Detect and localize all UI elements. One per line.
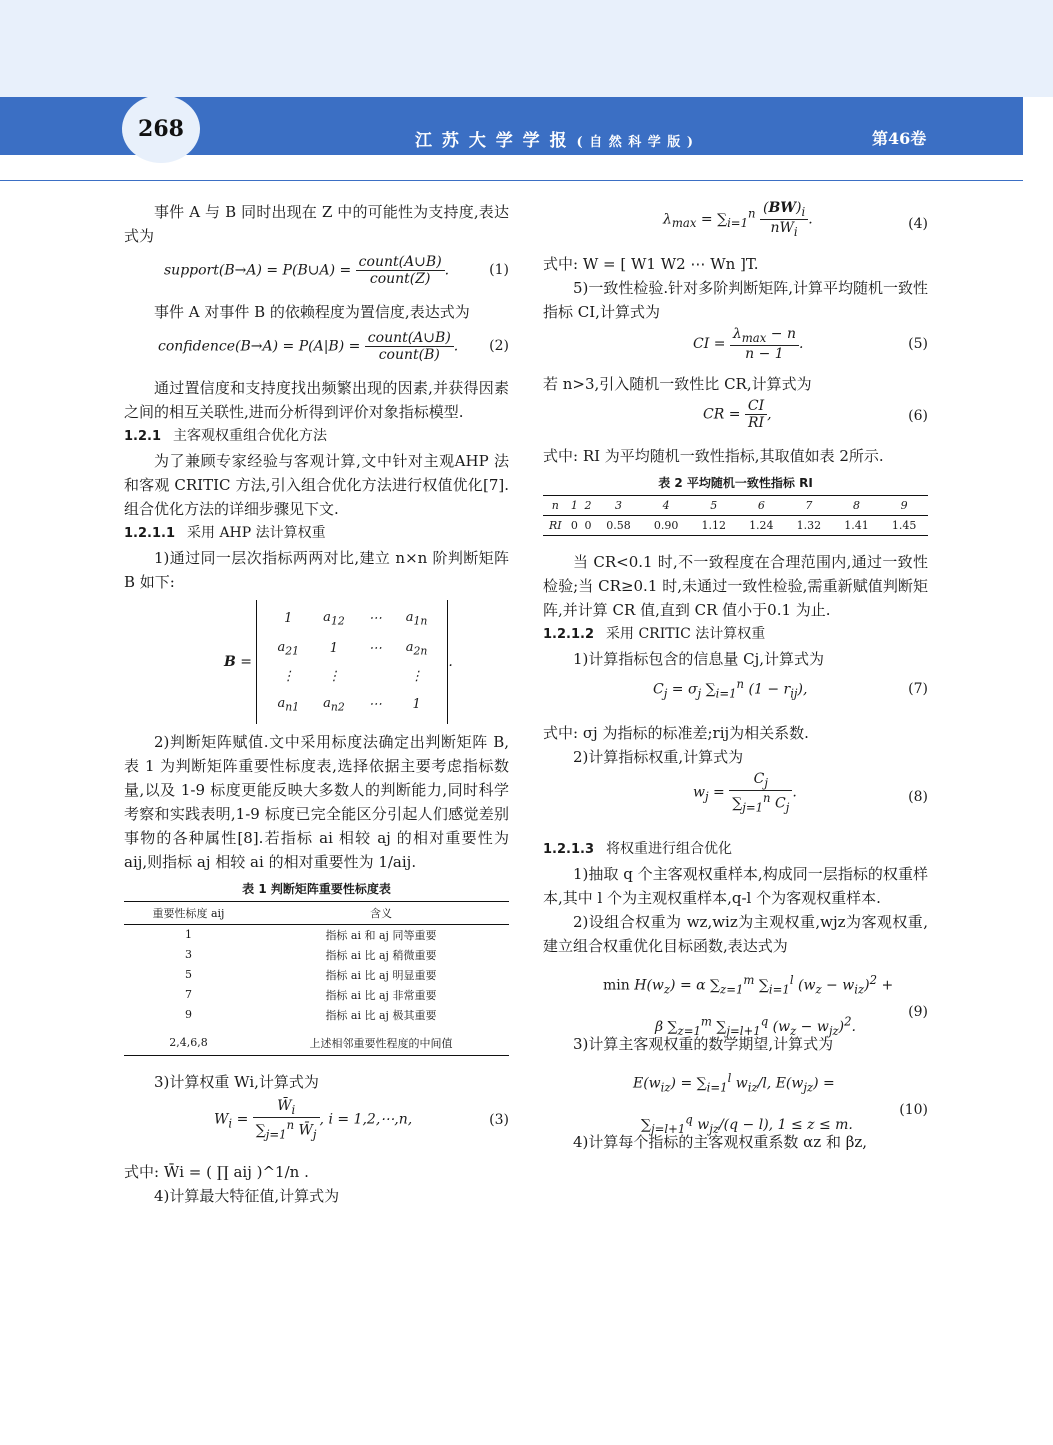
paragraph: 1)抽取 q 个主客观权重样本,构成同一层指标的权重样本,其中 l 个为主观权重样本,q-l 个为客观权重样本. xyxy=(543,865,928,907)
table-2 xyxy=(543,495,928,536)
table-row: RI 0 0 0.58 0.90 1.12 1.24 1.32 1.41 1.45 xyxy=(548,519,917,532)
left-column xyxy=(124,200,509,1208)
section-heading: 1.2.1 主客观权重组合优化方法 xyxy=(124,428,328,444)
equation-2: confidence(B→A) = P(A|B) = $\frac{\text{count(A∪B)}}{\text{count(B)}}$ . (2) xyxy=(158,330,509,363)
table-row: 2,4,6,8 上述相邻重要性程度的中间值 xyxy=(169,1036,453,1050)
paragraph: 3)计算权重 Wi,计算式为 xyxy=(154,1072,319,1091)
paragraph: 通过置信度和支持度找出频繁出现的因素,并获得因素之间的相互关联性,进而分析得到评价对象指标模型. xyxy=(124,379,509,421)
paragraph: 当 CR<0.1 时,不一致程度在合理范围内,通过一致性检验;当 CR≥0.1 时,未通过一致性检验,需重新赋值判断矩阵,并计算 CR 值,直到 CR 值小于0.1 为止. xyxy=(543,553,928,619)
section-heading: 1.2.1.1 采用 AHP 法计算权重 xyxy=(124,525,326,541)
volume-label: 第46卷 xyxy=(872,129,927,148)
paragraph: 为了兼顾专家经验与客观计算,文中针对主观AHP 法和客观 CRITIC 方法,引入组合优化方法进行权值优化[7].组合优化方法的详细步骤见下文. xyxy=(124,452,509,518)
paragraph: 若 n>3,引入随机一致性比 CR,计算式为 xyxy=(543,375,812,393)
equation-1: support(B→A) = P(B∪A) = $\frac{\text{count(A∪B)}}{\text{count(Z)}}$ . (1) xyxy=(164,254,509,287)
page-number: 268 xyxy=(122,95,200,163)
section-heading: 1.2.1.3 将权重进行组合优化 xyxy=(543,841,732,857)
table1-caption: 表 1 判断矩阵重要性标度表 xyxy=(242,881,391,896)
paragraph: 式中: RI 为平均随机一致性指标,其取值如表 2所示. xyxy=(543,447,884,465)
table-row: 5 指标 ai 比 aj 明显重要 xyxy=(184,968,437,982)
paragraph: 5)一致性检验.针对多阶判断矩阵,计算平均随机一致性指标 CI,计算式为 xyxy=(543,279,928,321)
right-column xyxy=(543,200,928,1154)
paragraph: 1)通过同一层次指标两两对比,建立 n×n 阶判断矩阵 B 如下: xyxy=(124,549,509,591)
paragraph: 2)计算指标权重,计算式为 xyxy=(573,748,744,766)
table-row: 3 指标 ai 比 aj 稍微重要 xyxy=(184,948,437,962)
equation-4: $\lambda_{max} = \sum_{i=1}^n$ $\frac{(BW)_i}{nW_i}$ . (4) xyxy=(663,200,928,239)
section-heading: 1.2.1.2 采用 CRITIC 法计算权重 xyxy=(543,626,766,642)
journal-title: 江 苏 大 学 学 报 ( 自 然 科 学 版 ) xyxy=(415,131,694,151)
equation-6: CR = $\frac{CI}{RI}$ , (6) xyxy=(703,398,928,431)
equation-9: $\min H(w_z) = \alpha$ $\sum_{z=1}^m$ $\sum_{i=1}^l$ $(w_z - w_{iz})^2$ + β $\sum_{z=1}^m$ $\sum_{j=l+1}^q$ $(w_z - w_{jz})^2$. (9) xyxy=(603,973,928,1038)
equation-7: $C_j = \sigma_j$ $\sum_{i=1}^n$ $(1 - r_{ij})$, (7) xyxy=(653,677,928,701)
paragraph: 事件 A 对事件 B 的依赖程度为置信度,表达式为 xyxy=(154,303,470,321)
equation-3: $W_i$ = $\frac{W̄_i}{\sum_{j=1}^n W̄_j}$ , i = 1,2,⋯,n, (3) xyxy=(214,1097,509,1142)
paragraph: 式中: W = [ W1 W2 ⋯ Wn ]T. xyxy=(543,255,759,273)
paragraph: 2)设组合权重为 wz,wiz为主观权重,wjz为客观权重,建立组合权重优化目标函数,表达式为 xyxy=(543,913,928,955)
table-row: 1 指标 ai 和 aj 同等重要 xyxy=(184,928,437,942)
paragraph: 4)计算每个指标的主客观权重系数 αz 和 βz, xyxy=(573,1133,868,1151)
table-row: 9 指标 ai 比 aj 极其重要 xyxy=(184,1008,437,1022)
paragraph: 4)计算最大特征值,计算式为 xyxy=(154,1186,340,1205)
table-1: 重要性标度 aij 含义 1 指标 ai 和 aj 同等重要 3 指标 ai 比 aj 稍微重要 5 指标 ai 比 aj 明显重要 7 指标 ai 比 aj 非常重要 9 指标 ai 比 aj 极其重要 2,4,6,8 上述相邻重要性程度的中间值 xyxy=(124,901,509,1056)
top-band xyxy=(0,0,1053,97)
equation-8: $w_j$ = $\frac{C_j}{\sum_{j=1}^n C_j}$ . (8) xyxy=(693,771,928,815)
table2-caption: 表 2 平均随机一致性指标 RI xyxy=(658,476,813,490)
paragraph: 式中: σj 为指标的标准差;rij为相关系数. xyxy=(543,724,809,742)
matrix-B: B = 1 $a_{12}$ ⋯ $a_{1n}$ $a_{21}$ 1 ⋯ $a_{2n}$ ⋮ ⋮ ⋮ $a_{n1}$ $a_{n2}$ ⋯ 1 . xyxy=(124,594,509,730)
header-rule xyxy=(0,180,1023,181)
paragraph: 3)计算主客观权重的数学期望,计算式为 xyxy=(573,1035,834,1053)
paragraph: 式中: W̄i = ( ∏ aij )^1/n . xyxy=(124,1162,309,1181)
equation-10: $E(w_{iz}) = \sum_{i=1}^l$ $w_{iz}/l$, $E(w_{jz})$ = $\sum_{j=l+1}^q$ $w_{jz}/(q - l)$, 1 ≤ z ≤ m. (10) xyxy=(633,1071,928,1136)
paragraph: 2)判断矩阵赋值.文中采用标度法确定出判断矩阵 B,表 1 为判断矩阵重要性标度表,选择依据主要考虑指标数量,以及 1-9 标度更能反映大多数人的判断能力,同时科学考察和实践表明,1-9 标度已完全能区分引起人们感觉差别事物的各种属性[8].若指标 ai 相较 aj 的相对重要性为 aij,则指标 aj 相较 ai 的相对重要性为 1/aij. xyxy=(124,732,509,871)
paragraph: 事件 A 与 B 同时出现在 Z 中的可能性为支持度,表达式为 xyxy=(124,203,509,245)
equation-5: CI = $\frac{\lambda_{max} - n}{n - 1}$ . (5) xyxy=(693,326,928,362)
table-row: 7 指标 ai 比 aj 非常重要 xyxy=(184,988,437,1002)
paragraph: 1)计算指标包含的信息量 Cj,计算式为 xyxy=(573,650,825,668)
table-row: n 1 2 3 4 5 6 7 8 9 xyxy=(543,496,928,516)
